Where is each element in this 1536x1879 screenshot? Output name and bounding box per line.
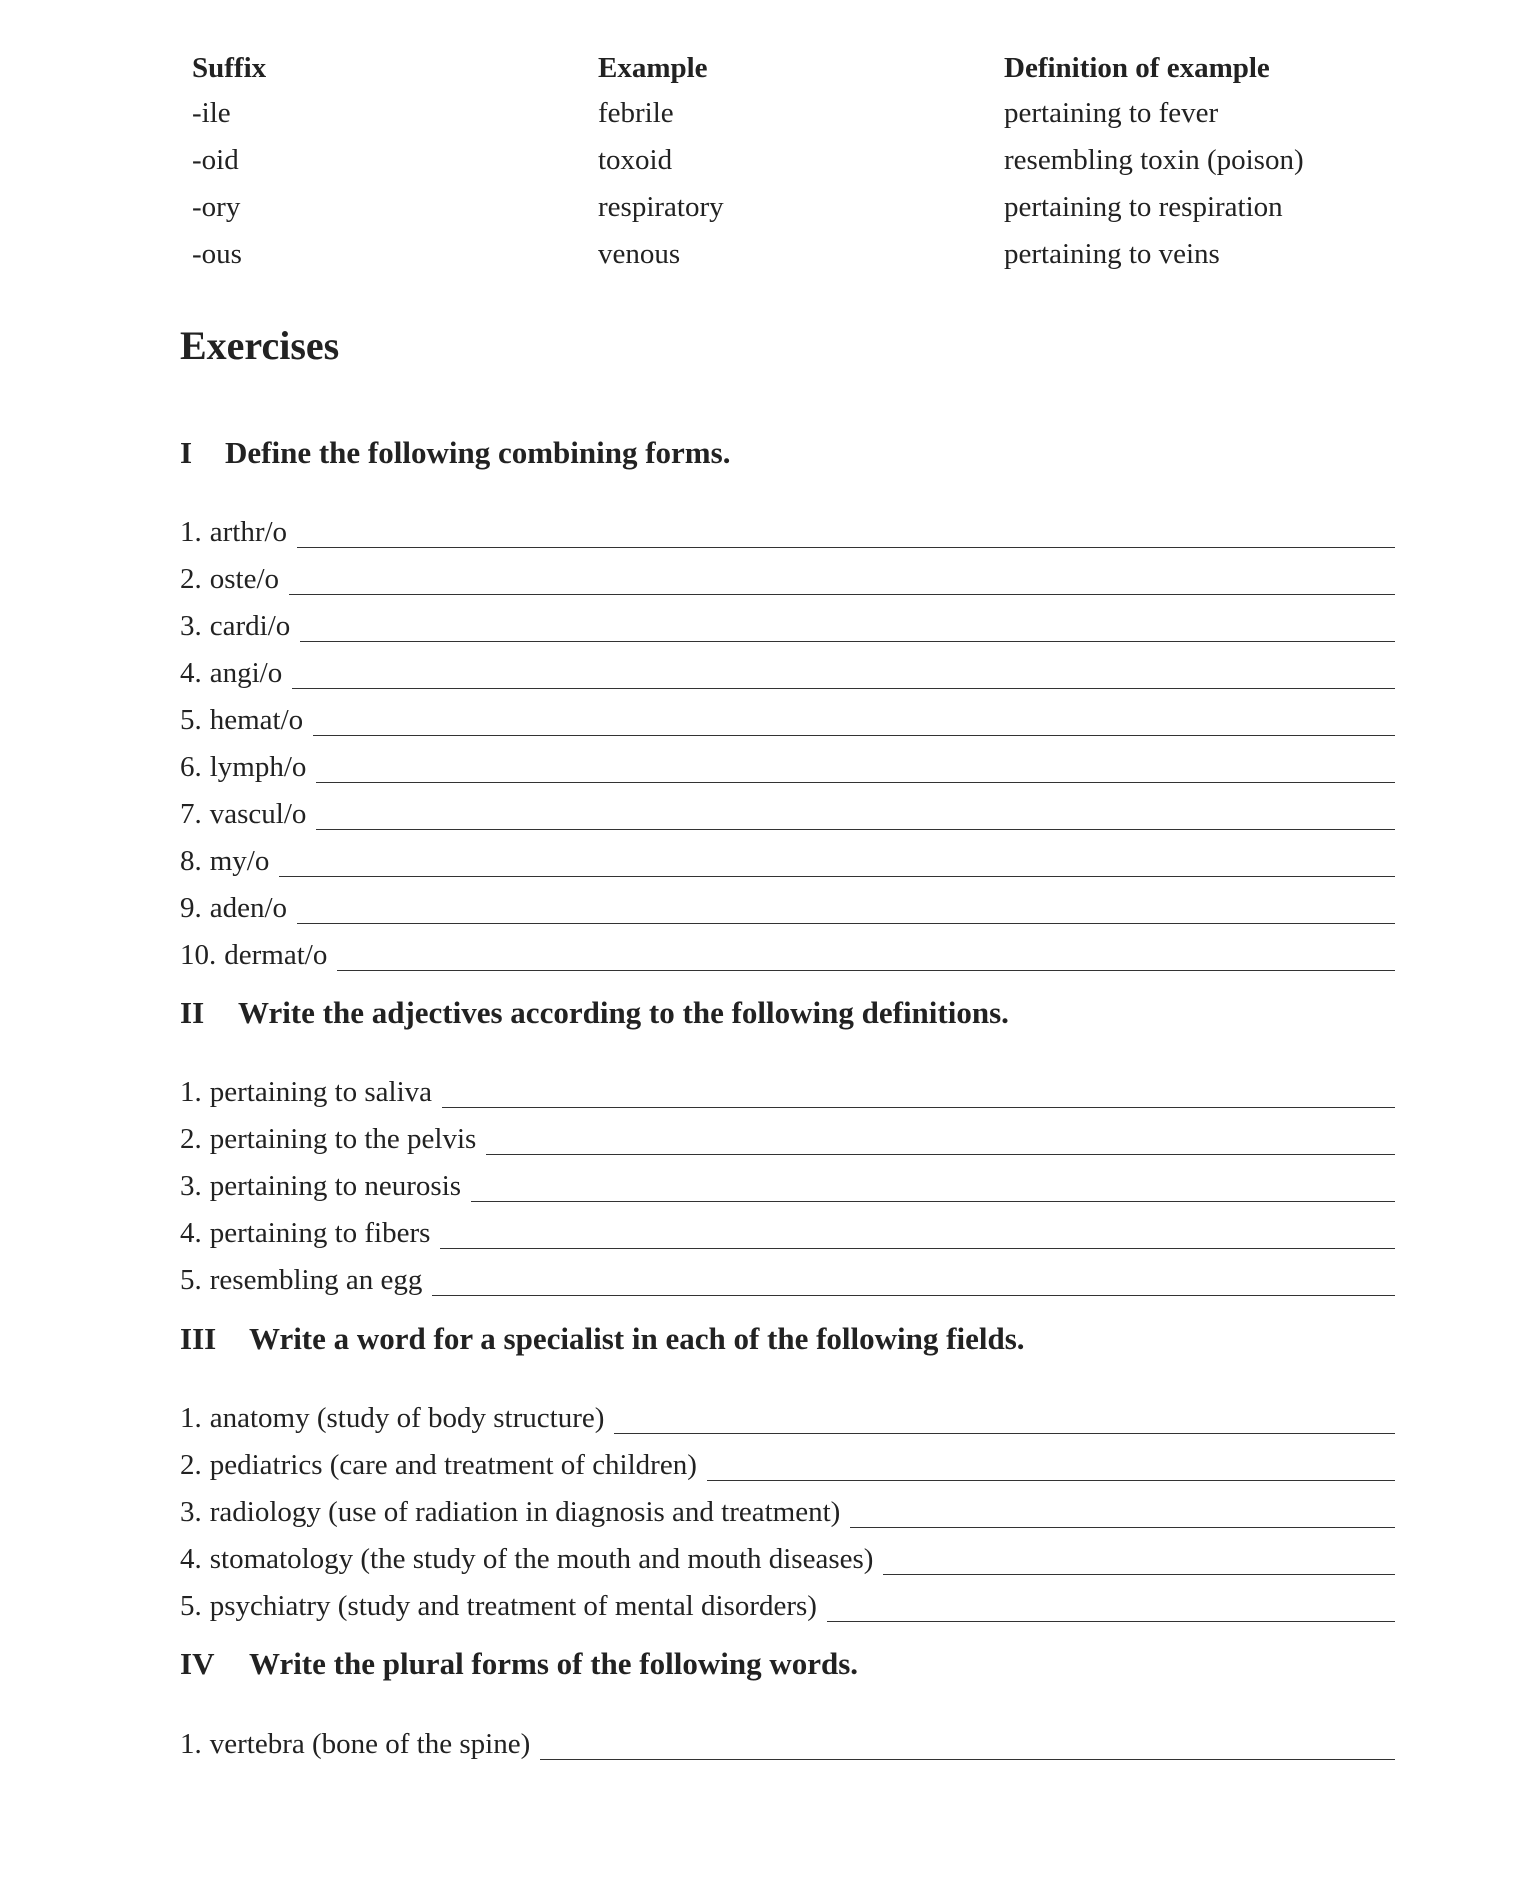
example-cell: venous: [598, 238, 681, 270]
item-number: 1.: [180, 1076, 202, 1108]
exercise-item: [180, 1714, 1395, 1761]
exercises-title: Exercises: [180, 323, 340, 368]
item-number: 5.: [180, 1264, 202, 1296]
item-number: 4.: [180, 1543, 202, 1575]
item-prompt: oste/o: [209, 563, 280, 595]
suffix-table-row: [192, 184, 1395, 231]
section-instruction: Write the adjectives according to the following definitions.: [238, 995, 1009, 1030]
answer-blank[interactable]: [289, 594, 1395, 595]
item-number: 7.: [180, 798, 202, 830]
exercise-item: [180, 1529, 1395, 1576]
item-prompt: arthr/o: [209, 516, 288, 548]
answer-blank[interactable]: [883, 1574, 1395, 1575]
item-prompt: dermat/o: [224, 939, 328, 971]
item-number: 5.: [180, 1590, 202, 1622]
answer-blank[interactable]: [850, 1527, 1395, 1528]
definition-cell: resembling toxin (poison): [1004, 144, 1304, 176]
answer-blank[interactable]: [614, 1433, 1395, 1434]
suffix-table-row: [192, 90, 1395, 137]
item-prompt: vascul/o: [209, 798, 307, 830]
section-instruction: Write a word for a specialist in each of the following fields.: [249, 1321, 1025, 1356]
exercise-item: [180, 1109, 1395, 1156]
exercise-item: [180, 643, 1395, 690]
answer-blank[interactable]: [440, 1248, 1395, 1249]
section-heading-4: [180, 1644, 858, 1684]
section-heading-2: [180, 993, 1009, 1033]
item-number: 2.: [180, 1123, 202, 1155]
item-number: 1.: [180, 516, 202, 548]
header-example: Example: [598, 52, 708, 84]
answer-blank[interactable]: [540, 1759, 1395, 1760]
answer-blank[interactable]: [313, 735, 1395, 736]
item-prompt: lymph/o: [209, 751, 307, 783]
item-prompt: psychiatry (study and treatment of mental disorders): [209, 1590, 817, 1622]
exercise-item: [180, 690, 1395, 737]
answer-blank[interactable]: [827, 1621, 1395, 1622]
item-prompt: aden/o: [209, 892, 288, 924]
exercise-list-3: [180, 1388, 1395, 1623]
header-definition: Definition of example: [1004, 52, 1270, 84]
suffix-cell: -ory: [192, 191, 241, 223]
item-prompt: pertaining to fibers: [209, 1217, 431, 1249]
section-instruction: Write the plural forms of the following words.: [249, 1646, 859, 1681]
exercise-item: [180, 1156, 1395, 1203]
item-number: 4.: [180, 657, 202, 689]
item-number: 1.: [180, 1402, 202, 1434]
exercise-item: [180, 784, 1395, 831]
item-number: 10.: [180, 939, 217, 971]
item-number: 5.: [180, 704, 202, 736]
item-number: 3.: [180, 610, 202, 642]
exercise-list-4: [180, 1714, 1395, 1761]
section-numeral: IV: [180, 1646, 215, 1681]
exercise-item: [180, 1482, 1395, 1529]
section-heading-1: [180, 433, 730, 473]
exercise-item: [180, 737, 1395, 784]
exercise-item: [180, 502, 1395, 549]
answer-blank[interactable]: [707, 1480, 1395, 1481]
item-prompt: hemat/o: [209, 704, 304, 736]
answer-blank[interactable]: [279, 876, 1395, 877]
header-suffix: Suffix: [192, 52, 267, 84]
exercise-item: [180, 925, 1395, 972]
item-prompt: cardi/o: [209, 610, 291, 642]
suffix-table: [192, 46, 1395, 278]
item-prompt: vertebra (bone of the spine): [209, 1728, 531, 1760]
suffix-cell: -ous: [192, 238, 242, 270]
item-prompt: stomatology (the study of the mouth and mouth diseases): [209, 1543, 874, 1575]
definition-cell: pertaining to veins: [1004, 238, 1220, 270]
section-instruction: Define the following combining forms.: [225, 435, 731, 470]
answer-blank[interactable]: [300, 641, 1395, 642]
answer-blank[interactable]: [292, 688, 1395, 689]
item-prompt: resembling an egg: [209, 1264, 423, 1296]
answer-blank[interactable]: [316, 782, 1395, 783]
definition-cell: pertaining to fever: [1004, 97, 1219, 129]
section-numeral: III: [180, 1321, 217, 1356]
section-numeral: II: [180, 995, 205, 1030]
suffix-table-header-row: [192, 46, 1395, 90]
exercise-item: [180, 1388, 1395, 1435]
answer-blank[interactable]: [432, 1295, 1395, 1296]
exercise-item: [180, 1062, 1395, 1109]
suffix-table-row: [192, 137, 1395, 184]
exercise-item: [180, 596, 1395, 643]
item-prompt: anatomy (study of body structure): [209, 1402, 605, 1434]
item-prompt: my/o: [209, 845, 270, 877]
answer-blank[interactable]: [297, 547, 1395, 548]
answer-blank[interactable]: [486, 1154, 1395, 1155]
item-number: 9.: [180, 892, 202, 924]
example-cell: toxoid: [598, 144, 673, 176]
item-prompt: pertaining to neurosis: [209, 1170, 462, 1202]
item-prompt: radiology (use of radiation in diagnosis and treatment): [209, 1496, 841, 1528]
exercise-item: [180, 1250, 1395, 1297]
exercise-item: [180, 1576, 1395, 1623]
example-cell: febrile: [598, 97, 674, 129]
item-number: 3.: [180, 1170, 202, 1202]
answer-blank[interactable]: [297, 923, 1395, 924]
exercise-item: [180, 878, 1395, 925]
item-number: 4.: [180, 1217, 202, 1249]
suffix-cell: -oid: [192, 144, 239, 176]
section-heading-3: [180, 1319, 1025, 1359]
definition-cell: pertaining to respiration: [1004, 191, 1283, 223]
exercise-item: [180, 1203, 1395, 1250]
exercise-item: [180, 1435, 1395, 1482]
item-number: 3.: [180, 1496, 202, 1528]
answer-blank[interactable]: [337, 970, 1395, 971]
exercise-list-1: [180, 502, 1395, 972]
answer-blank[interactable]: [471, 1201, 1395, 1202]
exercise-list-2: [180, 1062, 1395, 1297]
item-number: 8.: [180, 845, 202, 877]
item-prompt: pertaining to the pelvis: [209, 1123, 477, 1155]
suffix-cell: -ile: [192, 97, 231, 129]
answer-blank[interactable]: [442, 1107, 1395, 1108]
section-numeral: I: [180, 435, 193, 470]
suffix-table-row: [192, 231, 1395, 278]
example-cell: respiratory: [598, 191, 724, 223]
exercise-item: [180, 831, 1395, 878]
item-number: 2.: [180, 563, 202, 595]
item-prompt: pertaining to saliva: [209, 1076, 433, 1108]
answer-blank[interactable]: [316, 829, 1395, 830]
item-number: 2.: [180, 1449, 202, 1481]
exercise-item: [180, 549, 1395, 596]
item-prompt: pediatrics (care and treatment of children): [209, 1449, 697, 1481]
item-number: 1.: [180, 1728, 202, 1760]
item-number: 6.: [180, 751, 202, 783]
item-prompt: angi/o: [209, 657, 283, 689]
